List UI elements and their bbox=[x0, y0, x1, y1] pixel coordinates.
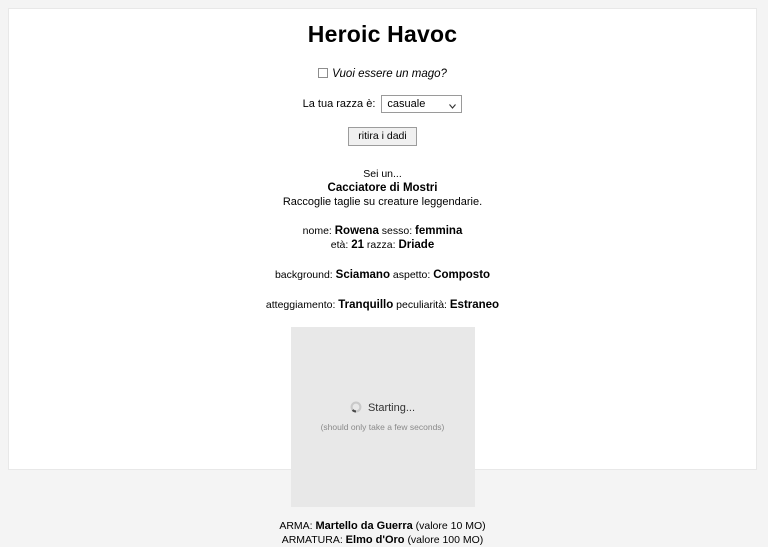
age-label: età: bbox=[330, 239, 349, 251]
race-stat-label: razza: bbox=[366, 239, 396, 251]
character-intro: Sei un... bbox=[363, 168, 402, 180]
reroll-button-row bbox=[9, 126, 756, 146]
wizard-checkbox[interactable] bbox=[318, 68, 328, 78]
portrait-placeholder bbox=[291, 327, 475, 507]
armor-label: ARMATURA: bbox=[281, 534, 343, 546]
armor-value: (valore 100 MO) bbox=[407, 534, 484, 546]
name-value: Rowena bbox=[334, 225, 379, 237]
sex-label: sesso: bbox=[381, 225, 413, 237]
quirk-label: peculiarità: bbox=[396, 299, 447, 311]
stats-line-identity bbox=[9, 224, 756, 238]
appearance-value: Composto bbox=[433, 269, 491, 281]
portrait-loading-hint: (should only take a few seconds) bbox=[320, 422, 445, 432]
chevron-down-icon bbox=[449, 100, 456, 107]
quirk-value: Estraneo bbox=[449, 299, 500, 311]
character-class-description: Raccoglie taglie su creature leggendarie. bbox=[282, 196, 483, 208]
name-label: nome: bbox=[302, 225, 332, 237]
character-stats bbox=[9, 224, 756, 252]
weapon-line bbox=[9, 519, 756, 533]
page-content bbox=[9, 9, 756, 547]
race-select-value: casuale bbox=[387, 98, 426, 110]
portrait-loading-row bbox=[291, 401, 475, 415]
attitude-label: atteggiamento: bbox=[265, 299, 336, 311]
armor-line bbox=[9, 533, 756, 547]
age-value: 21 bbox=[351, 239, 364, 251]
background-label: background: bbox=[274, 269, 333, 281]
weapon-label: ARMA: bbox=[279, 520, 313, 532]
attitude-quirk-line bbox=[9, 298, 756, 312]
wizard-checkbox-label: Vuoi essere un mago? bbox=[332, 68, 447, 80]
attitude-value: Tranquillo bbox=[338, 299, 394, 311]
wizard-option-row bbox=[9, 67, 756, 81]
race-selector-row bbox=[9, 95, 756, 113]
character-class: Cacciatore di Mostri bbox=[327, 182, 438, 194]
background-appearance-line bbox=[9, 268, 756, 282]
equipment-block bbox=[9, 519, 756, 547]
race-select[interactable] bbox=[381, 95, 462, 113]
reroll-button[interactable]: ritira i dadi bbox=[348, 127, 416, 146]
weapon-name: Martello da Guerra bbox=[315, 520, 413, 532]
background-value: Sciamano bbox=[335, 269, 390, 281]
page-container bbox=[8, 8, 757, 546]
spinner-icon bbox=[350, 401, 362, 413]
portrait-loading-state bbox=[291, 401, 475, 433]
appearance-label: aspetto: bbox=[392, 269, 431, 281]
race-label: La tua razza è: bbox=[302, 98, 376, 110]
portrait-loading-text: Starting... bbox=[367, 402, 416, 414]
armor-name: Elmo d'Oro bbox=[345, 534, 405, 546]
page-title: Heroic Havoc bbox=[307, 21, 458, 47]
stats-line-age-race bbox=[9, 238, 756, 252]
race-stat-value: Driade bbox=[398, 239, 435, 251]
sex-value: femmina bbox=[415, 225, 463, 237]
weapon-value: (valore 10 MO) bbox=[415, 520, 486, 532]
